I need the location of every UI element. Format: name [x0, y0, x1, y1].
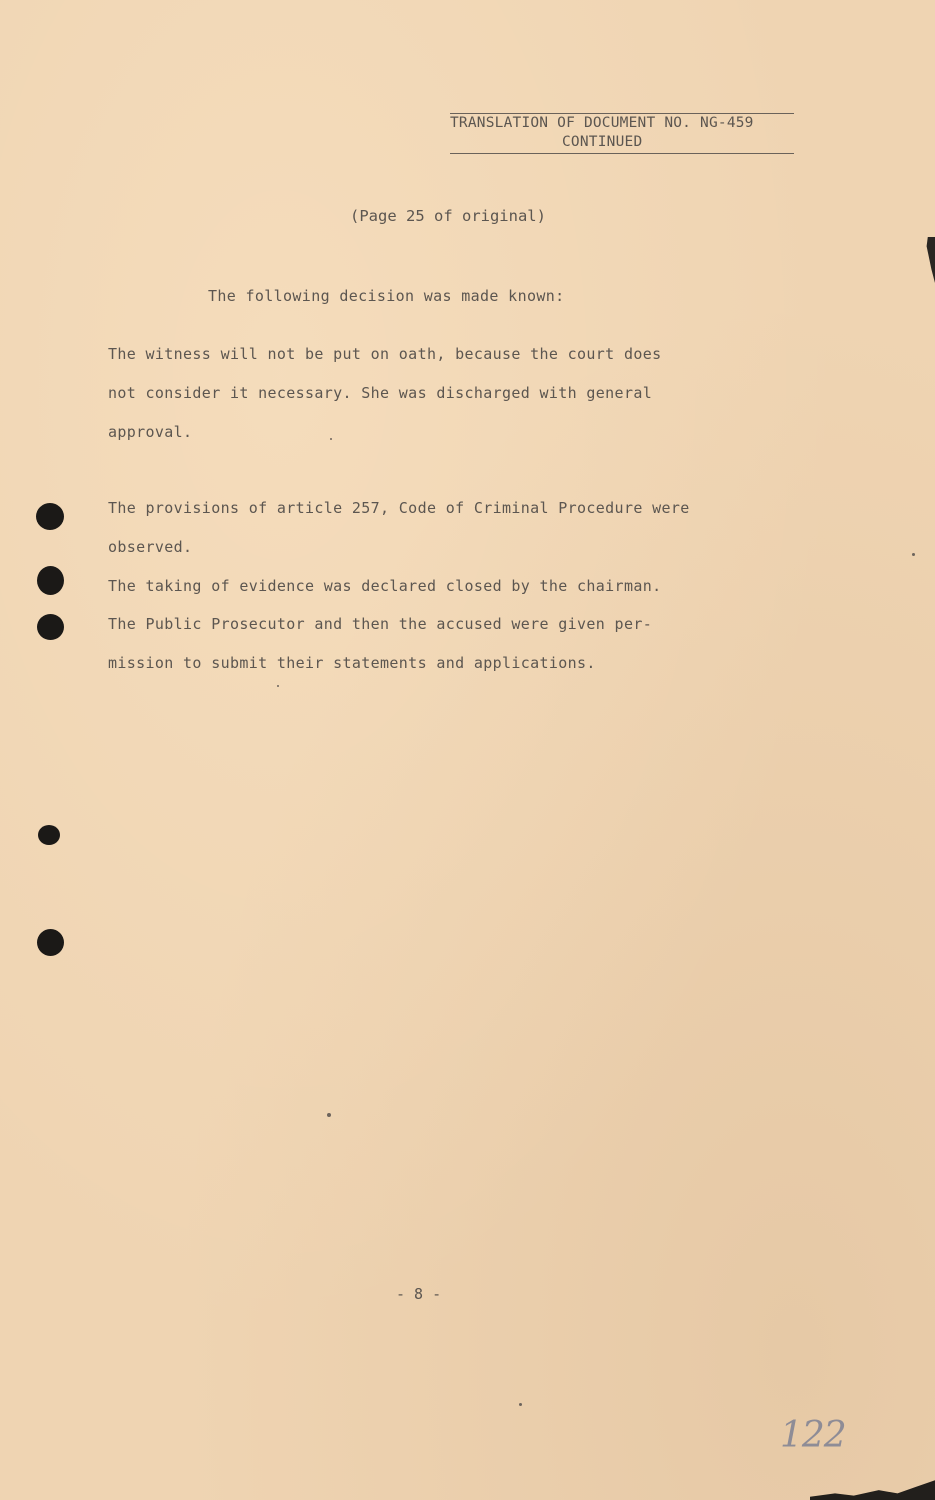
paper-speck [519, 1403, 522, 1406]
header-title: TRANSLATION OF DOCUMENT NO. NG-459 [450, 113, 794, 133]
paper-speck [277, 685, 279, 687]
punch-hole [37, 929, 64, 956]
witness-line-3: approval. [108, 423, 193, 441]
header-continued: CONTINUED [562, 134, 643, 150]
punch-hole [37, 566, 64, 595]
provisions-line-3: The taking of evidence was declared closed by the chairman. [108, 577, 662, 595]
document-header [450, 113, 794, 154]
paper-speck [327, 1113, 331, 1117]
header-underline [450, 153, 794, 154]
decision-intro: The following decision was made known: [208, 287, 565, 305]
edge-damage-mark [923, 237, 935, 283]
punch-hole [38, 825, 60, 845]
provisions-line-5: mission to submit their statements and applications. [108, 654, 596, 672]
witness-line-2: not consider it necessary. She was discharged with general [108, 384, 653, 402]
punch-hole [37, 614, 64, 640]
edge-damage-mark [810, 1478, 935, 1500]
provisions-line-2: observed. [108, 538, 193, 556]
page-number: - 8 - [396, 1285, 442, 1303]
provisions-line-1: The provisions of article 257, Code of Criminal Procedure were [108, 499, 690, 517]
witness-line-1: The witness will not be put on oath, because the court does [108, 345, 662, 363]
original-page-reference: (Page 25 of original) [350, 207, 546, 225]
punch-hole [36, 503, 64, 530]
paper-speck [912, 553, 915, 556]
paper-speck [330, 438, 332, 440]
provisions-line-4: The Public Prosecutor and then the accused were given per- [108, 615, 653, 633]
handwritten-page-number: 122 [780, 1415, 846, 1456]
